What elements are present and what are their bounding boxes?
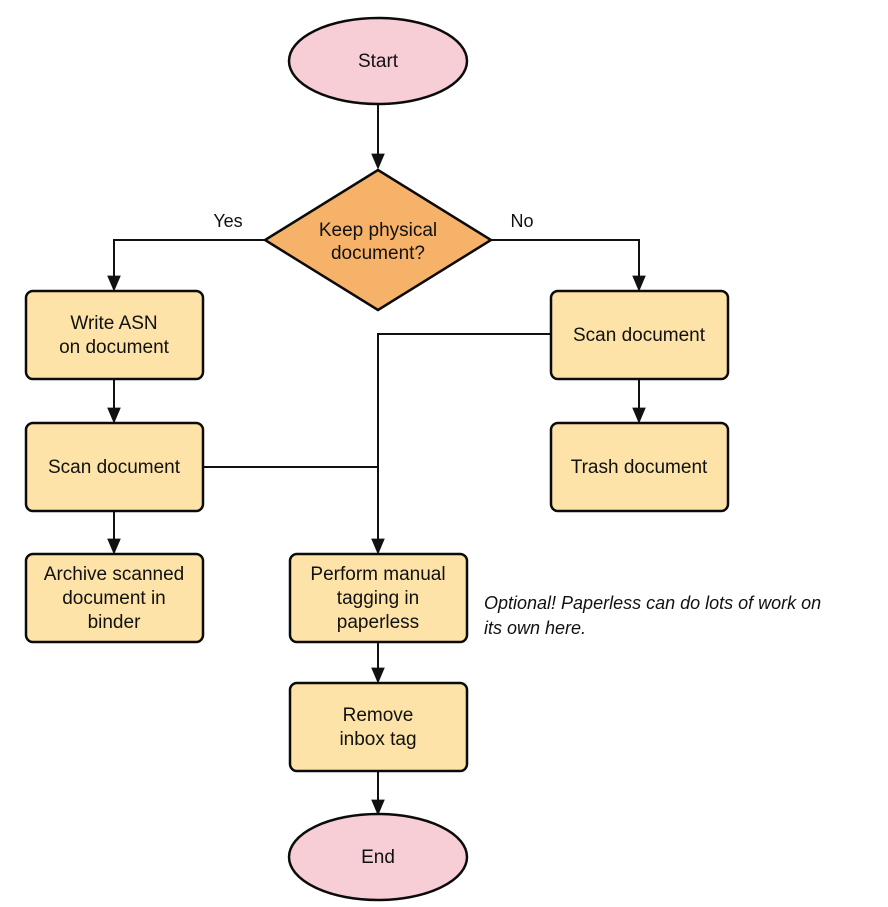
remove-inbox-label-line1: Remove [342, 705, 414, 727]
end-label: End [361, 847, 395, 869]
node-remove-inbox-tag[interactable] [290, 683, 467, 771]
tagging-label-line3: paperless [336, 612, 420, 634]
archive-label-line3: binder [87, 612, 141, 634]
decision-label-line2: document? [330, 243, 426, 265]
archive-label-line1: Archive scanned [43, 564, 185, 586]
scan-document-right-label: Scan document [572, 325, 706, 347]
node-write-asn-on-document[interactable] [26, 291, 203, 379]
node-start[interactable] [289, 18, 467, 104]
edge-scan-left-to-tagging [204, 467, 378, 551]
note-line2: its own here. [484, 617, 587, 638]
remove-inbox-box [290, 683, 467, 771]
trash-document-label: Trash document [570, 457, 708, 479]
decision-label-line1: Keep physical [318, 220, 438, 242]
node-decision-keep-physical-document[interactable] [265, 170, 491, 310]
remove-inbox-label-line2: inbox tag [339, 729, 417, 751]
archive-label-line2: document in [62, 588, 166, 610]
scan-document-left-label: Scan document [47, 457, 181, 479]
note-line1: Optional! Paperless can do lots of work on [484, 592, 822, 613]
edge-label-no: No [510, 210, 534, 231]
edge-scan-right-to-tagging [378, 334, 551, 467]
start-label: Start [357, 51, 399, 73]
edge-decision-yes-to-write-asn [114, 240, 265, 288]
node-end[interactable] [289, 814, 467, 900]
tagging-label-line2: tagging in [336, 588, 420, 610]
tagging-label-line1: Perform manual [310, 564, 446, 586]
node-perform-manual-tagging[interactable] [290, 554, 467, 642]
note-optional-paperless [484, 593, 821, 638]
write-asn-label-line2: on document [59, 337, 169, 359]
edge-label-yes: Yes [213, 210, 243, 231]
write-asn-box [26, 291, 203, 379]
node-trash-document[interactable] [551, 423, 728, 511]
write-asn-label-line1: Write ASN [70, 313, 158, 335]
node-scan-document-left[interactable] [26, 423, 203, 511]
edge-decision-no-to-scan-right [491, 240, 639, 288]
node-archive-scanned-document[interactable] [26, 554, 203, 642]
node-scan-document-right[interactable] [551, 291, 728, 379]
